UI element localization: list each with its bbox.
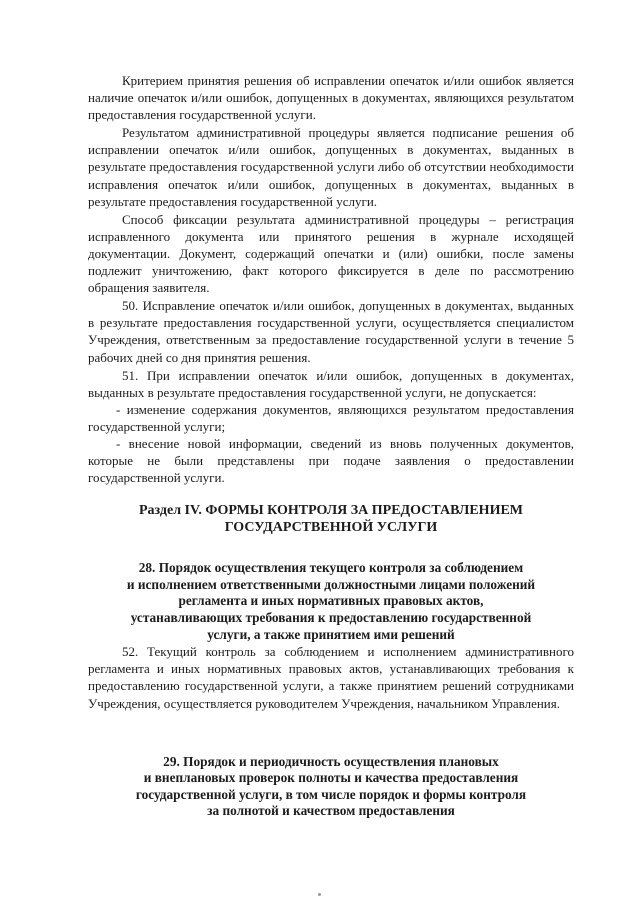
list-item-new-info: - внесение новой информации, сведений из вновь полученных документов, которые не были представлены при подаче заявления о предоставлении государственной услуги. xyxy=(88,435,574,486)
heading-line: регламента и иных нормативных правовых актов, xyxy=(178,593,484,609)
heading-line: и внеплановых проверок полноты и качества предоставления xyxy=(143,770,519,786)
heading-line: услуги, а также принятием ими решений xyxy=(207,626,455,642)
subsection-heading-29 xyxy=(88,754,574,820)
heading-line: 28. Порядок осуществления текущего контроля за соблюдением xyxy=(138,560,524,576)
heading-line: за полнотой и качеством предоставления xyxy=(207,803,455,819)
scan-speck xyxy=(318,893,321,896)
section-heading xyxy=(88,502,574,536)
paragraph-fixation: Способ фиксации результата административной процедуры – регистрация исправленного документа или принятого решения в журнале исходящей документации. Документ, содержащий опечатки и (или) ошибки, после замены подлежит уничтожению, факт которого фиксируется в деле по рассмотрению обращения заявителя. xyxy=(88,211,574,296)
section-heading-line: ГОСУДАРСТВЕННОЙ УСЛУГИ xyxy=(224,520,438,536)
document-page xyxy=(88,72,574,820)
section-heading-line: Раздел IV. ФОРМЫ КОНТРОЛЯ ЗА ПРЕДОСТАВЛЕНИЕМ xyxy=(138,503,524,519)
list-item-change-content: - изменение содержания документов, являющихся результатом предоставления государственной услуги; xyxy=(88,401,574,434)
heading-line: и исполнением ответственными должностными лицами положений xyxy=(126,576,536,592)
heading-line: 29. Порядок и периодичность осуществления плановых xyxy=(163,753,499,769)
paragraph-52: 52. Текущий контроль за соблюдением и исполнением административного регламента и иных нормативных правовых актов, устанавливающих требования к предоставлению государственной услуги, а также принятием решений сотрудниками Учреждения, осуществляется руководителем Учреждения, начальником Управления. xyxy=(88,644,574,711)
paragraph-criterion: Критерием принятия решения об исправлении опечаток и/или ошибок является наличие опечаток и/или ошибок, допущенных в документах, являющихся результатом предоставления государственной услуги. xyxy=(88,73,574,123)
paragraph-50: 50. Исправление опечаток и/или ошибок, допущенных в документах, выданных в результате предоставления государственной услуги, осуществляется специалистом Учреждения, ответственным за предоставление государственной услуги в течение 5 рабочих дней со дня принятия решения. xyxy=(88,298,574,365)
paragraph-51: 51. При исправлении опечаток и/или ошибок, допущенных в документах, выданных в результате предоставления государственной услуги, не допускается: xyxy=(88,367,574,400)
heading-line: государственной услуги, в том числе порядок и формы контроля xyxy=(135,786,527,802)
subsection-heading-28 xyxy=(88,560,574,643)
paragraph-result: Результатом административной процедуры является подписание решения об исправлении опечаток и/или ошибок, допущенных в документах, выданных в результате предоставления государственной услуги либо об отсутствии необходимости исправления опечаток и/или ошибок, допущенных в документах, выданных в результате предоставления государственной услуги. xyxy=(88,125,574,209)
heading-line: устанавливающих требования к предоставлению государственной xyxy=(130,610,532,626)
